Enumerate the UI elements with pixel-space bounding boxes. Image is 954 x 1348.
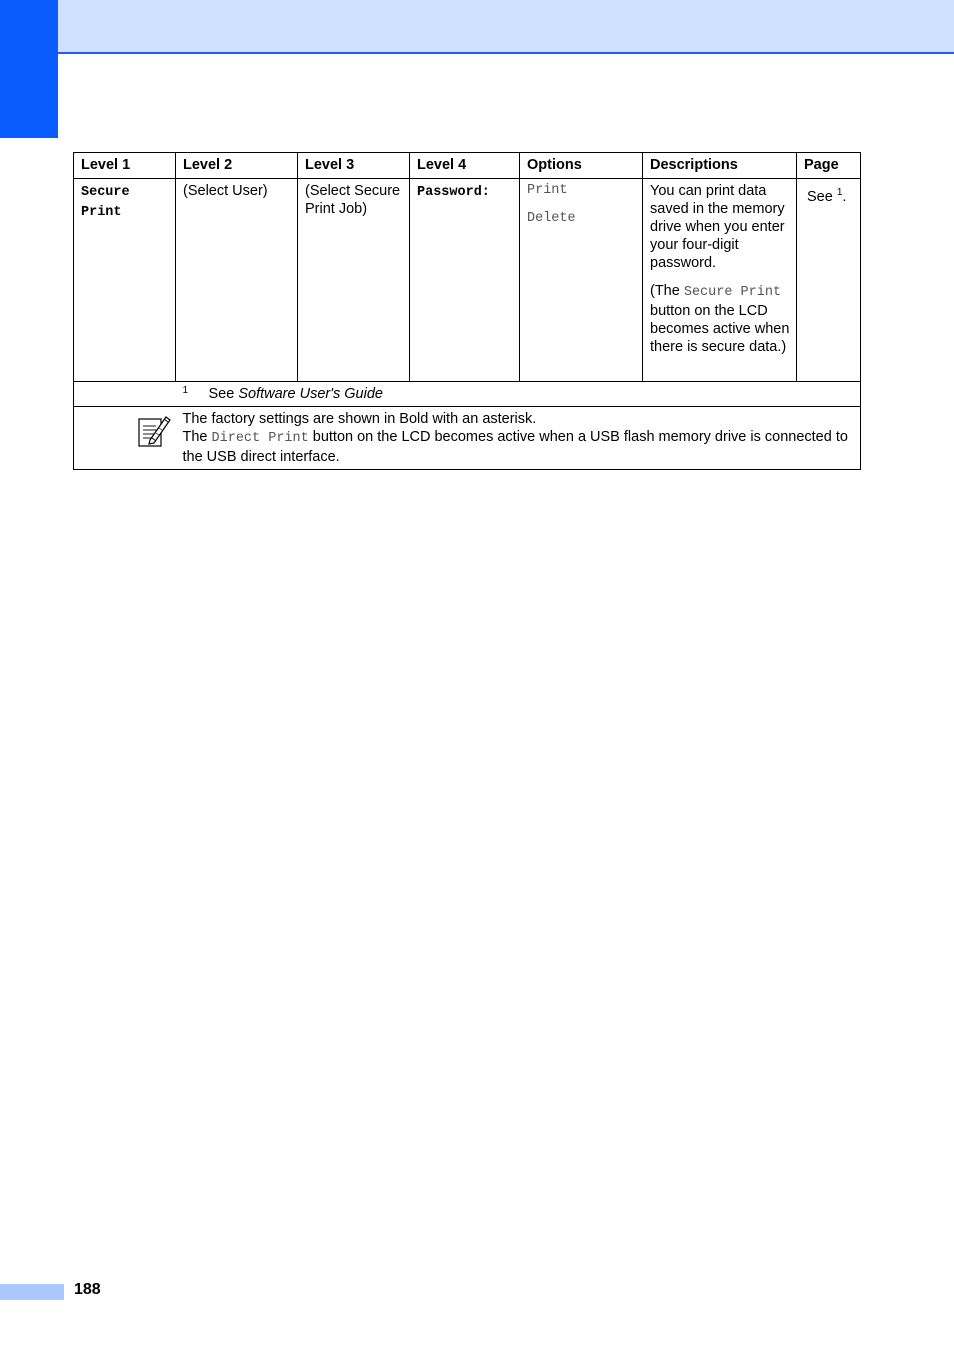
cell-description: [643, 179, 797, 382]
table-row: [74, 179, 861, 382]
chapter-tab: [0, 0, 58, 138]
note-line-2-prefix: The: [182, 429, 212, 445]
footnote-prefix: See: [208, 386, 239, 402]
option-delete: Delete: [527, 211, 576, 226]
page-number-bar: [0, 1284, 64, 1300]
header-level-3: Level 3: [298, 153, 410, 179]
option-print: Print: [527, 183, 568, 198]
footnote-row: [74, 382, 861, 407]
page-footnote-ref: 1: [836, 187, 843, 198]
level2-value: (Select User): [183, 183, 268, 199]
header-level-4: Level 4: [410, 153, 520, 179]
header-level-1: Level 1: [74, 153, 176, 179]
note-line-1: The factory settings are shown in Bold with an asterisk.: [182, 411, 537, 427]
cell-level-2: [176, 179, 298, 382]
cell-level-1: [74, 179, 176, 382]
note-line-2: [183, 428, 855, 466]
table-header-row: [74, 153, 861, 179]
description-para-2-prefix: (The: [650, 283, 684, 299]
header-options: Options: [520, 153, 643, 179]
page-number: 188: [74, 1281, 101, 1298]
note-line-2-suffix: button on the LCD becomes active when a USB flash memory drive is connected to the USB direct interface.: [182, 429, 848, 465]
level4-value: Password:: [417, 185, 490, 200]
footnote-cell: [176, 382, 861, 407]
note-icon-cell: [74, 407, 176, 470]
description-para-2-suffix: button on the LCD becomes active when there is secure data.): [650, 303, 790, 355]
description-para-1: You can print data saved in the memory drive when you enter your four-digit password.: [650, 183, 785, 271]
level3-value: (Select Secure Print Job): [305, 183, 401, 217]
header-descriptions: Descriptions: [643, 153, 797, 179]
header-level-2: Level 2: [176, 153, 298, 179]
footnote-title: Software User's Guide: [238, 386, 383, 402]
cell-page: [797, 179, 861, 382]
footnote-number: 1: [182, 385, 189, 396]
header-band: [0, 0, 954, 54]
level1-value: Secure Print: [81, 185, 130, 220]
note-lcd-label: Direct Print: [211, 431, 309, 446]
note-row: [74, 407, 861, 470]
page-suffix: .: [842, 188, 847, 205]
note-pencil-icon: [136, 413, 170, 454]
cell-level-3: [298, 179, 410, 382]
header-page: Page: [797, 153, 861, 179]
page-prefix: See: [807, 188, 837, 205]
note-text-cell: [176, 407, 861, 470]
description-lcd-label: Secure Print: [683, 285, 782, 300]
cell-options: [520, 179, 643, 382]
menu-table: [73, 152, 861, 470]
cell-level-4: [410, 179, 520, 382]
description-para-2: [650, 282, 790, 356]
